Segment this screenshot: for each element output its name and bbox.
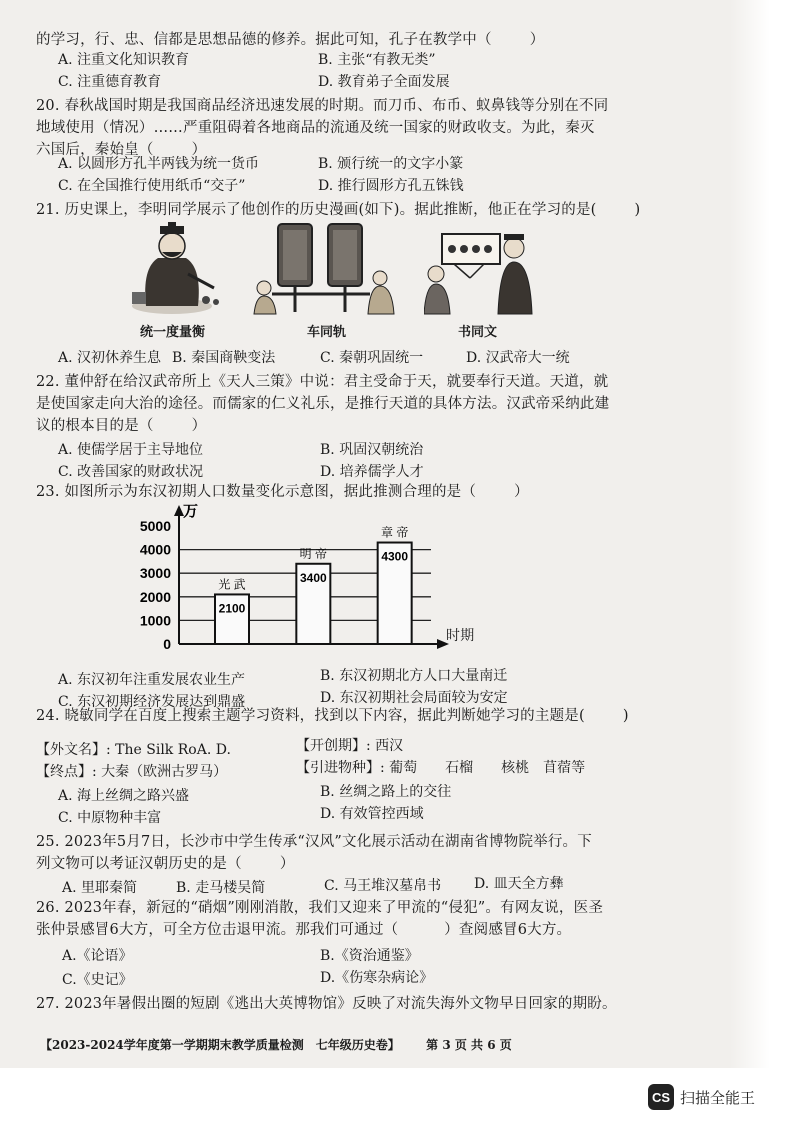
camscanner-logo-icon: CS	[648, 1084, 674, 1110]
footer-page-number: 第 3 页 共 6 页	[426, 1038, 512, 1052]
footer-exam-title: 【2023-2024学年度第一学期期末教学质量检测 七年级历史卷】	[40, 1038, 400, 1052]
q21-stem: 21. 历史课上，李明同学展示了他创作的历史漫画(如下)。据此推断，他正在学习的是( )	[36, 202, 641, 218]
cartoon-caption-writing: 书同文	[458, 325, 498, 340]
q20-stem-line2: 地域使用（情况）……严重阻碍着各地商品的流通及统一国家的财政收支。为此，秦灭	[36, 120, 595, 136]
q25-option-b: B. 走马楼吴简	[176, 880, 266, 896]
q22-option-a: A. 使儒学居于主导地位	[58, 442, 204, 458]
q22-stem-line3: 议的根本目的是（ ）	[36, 418, 207, 434]
q22-option-b: B. 巩固汉朝统治	[320, 442, 424, 458]
q21-option-c: C. 秦朝巩固统一	[320, 350, 424, 366]
q20-stem-line3: 六国后，秦始皇（ ）	[36, 142, 207, 158]
cartoon-writing	[424, 218, 534, 318]
q25-option-c: C. 马王堆汉墓帛书	[324, 878, 442, 894]
q22-stem-line2: 是使国家走向大治的途径。而儒家的仁义礼乐，是推行天道的具体方法。汉武帝采纳此建	[36, 396, 610, 412]
q26-option-a: A.《论语》	[62, 948, 133, 964]
page-footer	[40, 1036, 512, 1053]
y-tick-label: 3000	[139, 565, 171, 582]
q22-option-c: C. 改善国家的财政状况	[58, 464, 204, 480]
q23-stem: 23. 如图所示为东汉初期人口数量变化示意图，据此推测合理的是（ ）	[36, 484, 529, 500]
q19-option-c: C. 注重德育教育	[58, 74, 162, 90]
q19-option-a: A. 注重文化知识教育	[58, 52, 190, 68]
q24-stem: 24. 晓敏同学在百度上搜索主题学习资料，找到以下内容，据此判断她学习的主题是( )	[36, 708, 629, 724]
q24-option-d: D. 有效管控西域	[320, 806, 424, 822]
scanner-brand-name: 扫描全能王	[680, 1088, 756, 1107]
q20-stem-line1: 20. 春秋战国时期是我国商品经济迅速发展的时期。而刀币、布币、蚁鼻钱等分别在不同	[36, 98, 609, 114]
bar-category-label: 章 帝	[380, 525, 409, 540]
q25-stem-line2: 列文物可以考证汉朝历史的是（ ）	[36, 856, 295, 872]
cartoon-weights-measures	[128, 218, 224, 318]
y-axis-label: 万	[183, 503, 199, 520]
cartoon-caption-weights: 统一度量衡	[140, 325, 206, 340]
q20-option-c: C. 在全国推行使用纸币“交子”	[58, 178, 246, 194]
y-tick-label: 2000	[139, 588, 171, 605]
q24-info-endpoint: 【终点】: 大秦（欧洲古罗马）	[36, 764, 228, 780]
q24-info-species: 【引进物种】: 葡萄 石榴 核桃 苜蓿等	[296, 760, 586, 776]
bar-value-label: 3400	[299, 570, 327, 585]
q20-option-b: B. 颁行统一的文字小篆	[318, 156, 464, 172]
q24-info-foreign-name: 【外文名】: The Silk RoA. D.	[36, 742, 231, 758]
q21-option-b: B. 秦国商鞅变法	[172, 350, 276, 366]
q24-info-founded: 【开创期】: 西汉	[296, 738, 404, 754]
population-bar-chart	[125, 502, 455, 662]
y-tick-label: 4000	[139, 541, 171, 558]
bar-category-label: 明 帝	[299, 546, 328, 561]
y-tick-label: 5000	[139, 518, 171, 534]
q22-stem-line1: 22. 董仲舒在给汉武帝所上《天人三策》中说：君主受命于天，就要奉行天道。天道，就	[36, 374, 609, 390]
bar-value-label: 4300	[381, 549, 409, 564]
q21-option-a: A. 汉初休养生息	[58, 350, 162, 366]
q26-stem-line2: 张仲景感冒6大方，可全方位击退甲流。那我们可通过（ ）查阅感冒6大方。	[36, 922, 572, 938]
q24-option-c: C. 中原物种丰富	[58, 810, 162, 826]
q25-option-a: A. 里耶秦简	[62, 880, 138, 896]
q26-option-d: D.《伤寒杂病论》	[320, 970, 434, 986]
q25-option-d: D. 皿天全方彝	[474, 876, 564, 892]
q24-option-b: B. 丝绸之路上的交往	[320, 784, 452, 800]
q19-option-b: B. 主张“有教无类”	[318, 52, 436, 68]
q25-stem-line1: 25. 2023年5月7日，长沙市中学生传承“汉风”文化展示活动在湖南省博物院举行。下	[36, 834, 592, 850]
cartoon-caption-chariots: 车同轨	[307, 325, 347, 340]
cartoon-chariots	[252, 218, 402, 318]
q20-option-d: D. 推行圆形方孔五铢钱	[318, 178, 464, 194]
y-tick-label: 0	[163, 636, 171, 652]
q23-option-d: D. 东汉初期社会局面较为安定	[320, 690, 508, 706]
q23-option-c: C. 东汉初期经济发展达到鼎盛	[58, 694, 246, 710]
q23-option-a: A. 东汉初年注重发展农业生产	[58, 672, 246, 688]
q26-option-b: B.《资治通鉴》	[320, 948, 419, 964]
q26-stem-line1: 26. 2023年春，新冠的“硝烟”刚刚消散，我们又迎来了甲流的“侵犯”。有网友说，医圣	[36, 900, 604, 916]
scanner-watermark	[648, 1082, 755, 1112]
x-axis-label: 时期	[446, 628, 475, 644]
bar-value-label: 2100	[218, 601, 246, 616]
q26-option-c: C.《史记》	[62, 972, 133, 988]
q22-option-d: D. 培养儒学人才	[320, 464, 424, 480]
q23-option-b: B. 东汉初期北方人口大量南迁	[320, 668, 508, 684]
q19-stem-tail: 的学习，行、忠、信都是思想品德的修养。据此可知，孔子在教学中（ ）	[36, 32, 545, 48]
q20-option-a: A. 以圆形方孔半两钱为统一货币	[58, 156, 260, 172]
bar-category-label: 光 武	[218, 577, 246, 592]
q21-option-d: D. 汉武帝大一统	[466, 350, 570, 366]
q27-stem: 27. 2023年暑假出圈的短剧《逃出大英博物馆》反映了对流失海外文物早日回家的期盼。	[36, 996, 617, 1012]
q24-option-a: A. 海上丝绸之路兴盛	[58, 788, 190, 804]
q19-option-d: D. 教育弟子全面发展	[318, 74, 450, 90]
y-tick-label: 1000	[139, 612, 171, 629]
